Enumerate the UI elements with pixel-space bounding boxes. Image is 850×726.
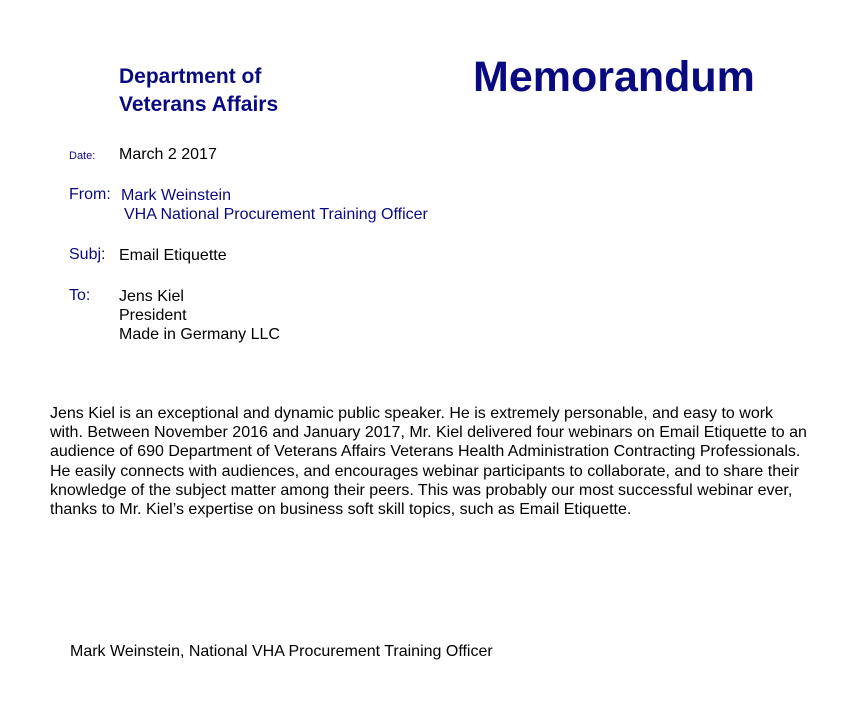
department-line-1: Department of [119,65,262,88]
to-title: President [119,307,187,324]
to-label: To: [69,287,91,304]
memo-body-paragraph: Jens Kiel is an exceptional and dynamic public speaker. He is extremely personable, and easy to work with. Between November 2016 and January 2017, Mr. Kiel delivered four webinars on Email Etiquette to an audience of 690 Department of Veterans Affairs Veterans Health Administration Contracting Professionals. He easily connects with audiences, and encourages webinar participants to collaborate, and to share their knowledge of the subject matter among their peers. This was probably our most successful webinar ever, thanks to Mr. Kiel’s expertise on business soft skill topics, such as Email Etiquette. [50,405,807,519]
date-label: Date: [69,150,96,162]
date-value: March 2 2017 [119,146,217,163]
department-name [119,63,278,119]
to-name: Jens Kiel [119,288,184,305]
department-line-2: Veterans Affairs [119,93,279,116]
from-title: VHA National Procurement Training Officer [124,206,428,223]
to-company: Made in Germany LLC [119,326,280,343]
subject-value: Email Etiquette [119,247,227,264]
from-label: From: [69,186,111,203]
subject-label: Subj: [69,246,106,263]
memo-title: Memorandum [473,53,755,101]
signature-line: Mark Weinstein, National VHA Procurement Training Officer [70,643,493,660]
from-name: Mark Weinstein [121,187,231,204]
